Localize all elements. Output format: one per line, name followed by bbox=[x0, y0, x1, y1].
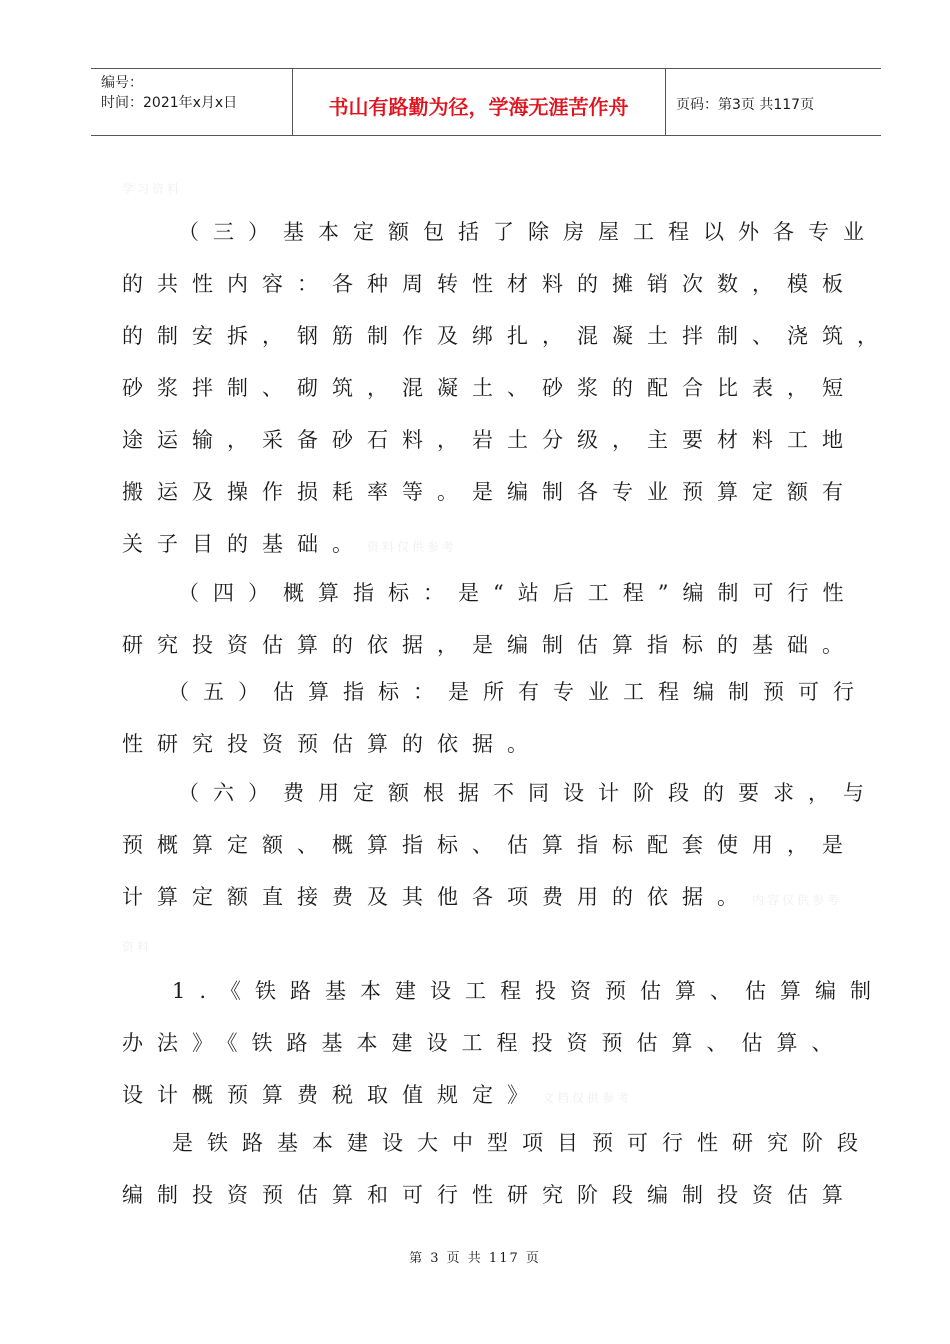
paragraph-regulations bbox=[122, 965, 886, 1124]
watermark-text: 资料仅供参考 bbox=[367, 540, 458, 554]
text-line: （五）估算指标：是所有专业工程编制预可行 bbox=[168, 680, 868, 704]
text-line: 研究投资估算的依据，是编制估算指标的基础。 bbox=[122, 633, 857, 657]
paragraph-fee-quota bbox=[122, 767, 878, 926]
paragraph-cost-index bbox=[122, 666, 868, 770]
header-left-cell bbox=[91, 69, 293, 135]
watermark-text: 资料 bbox=[122, 940, 153, 954]
text-line: 编制投资预估算和可行性研究阶段编制投资估算 bbox=[122, 1183, 857, 1207]
text-line: 预概算定额、概算指标、估算指标配套使用，是 bbox=[122, 833, 857, 857]
text-line: （四）概算指标：是“站后工程”编制可行性 bbox=[178, 581, 858, 605]
watermark-text: 学习资料 bbox=[122, 182, 183, 196]
page-header bbox=[91, 68, 881, 136]
text-line: 办法》《铁路基本建设工程投资预估算、估算、 bbox=[122, 1031, 847, 1055]
watermark-text: 文档仅供参考 bbox=[542, 1091, 633, 1105]
page-footer: 第 3 页 共 117 页 bbox=[409, 1251, 541, 1266]
text-line: 砂浆拌制、砌筑，混凝土、砂浆的配合比表，短 bbox=[122, 376, 857, 400]
page-code: 页码：第3页 共117页 bbox=[676, 97, 815, 113]
paragraph-railway-projects bbox=[122, 1117, 872, 1221]
text-line: 设计概预算费税取值规定》文档仅供参考 bbox=[122, 1083, 633, 1107]
paragraph-estimate-index bbox=[122, 567, 858, 671]
text-line: 搬运及操作损耗率等。是编制各专业预算定额有 bbox=[122, 480, 857, 504]
text-line: 性研究投资预估算的依据。 bbox=[122, 732, 542, 756]
text-line: （三）基本定额包括了除房屋工程以外各专业 bbox=[178, 220, 878, 244]
document-time-label: 时间：2021年x月x日 bbox=[101, 95, 238, 111]
text-line: 关子目的基础。资料仅供参考 bbox=[122, 532, 458, 556]
header-right-cell bbox=[666, 69, 881, 135]
header-motto: 书山有路勤为径，学海无涯苦作舟 bbox=[328, 95, 629, 119]
header-middle-cell bbox=[292, 69, 666, 135]
watermark-text: 内容仅供参考 bbox=[752, 893, 843, 907]
text-line: 是铁路基本建设大中型项目预可行性研究阶段 bbox=[172, 1131, 872, 1155]
text-line: 1.《铁路基本建设工程投资预估算、估算编制 bbox=[172, 979, 886, 1003]
paragraph-basic-quota bbox=[122, 206, 892, 573]
text-line: 计算定额直接费及其他各项费用的依据。内容仅供参考 bbox=[122, 885, 843, 909]
text-line: 的制安拆，钢筋制作及绑扎，混凝土拌制、浇筑， bbox=[122, 324, 892, 348]
document-number-label: 编号： bbox=[101, 75, 143, 91]
text-line: （六）费用定额根据不同设计阶段的要求，与 bbox=[178, 781, 878, 805]
text-line: 的共性内容：各种周转性材料的摊销次数，模板 bbox=[122, 272, 857, 296]
text-line: 途运输，采备砂石料，岩土分级，主要材料工地 bbox=[122, 428, 857, 452]
